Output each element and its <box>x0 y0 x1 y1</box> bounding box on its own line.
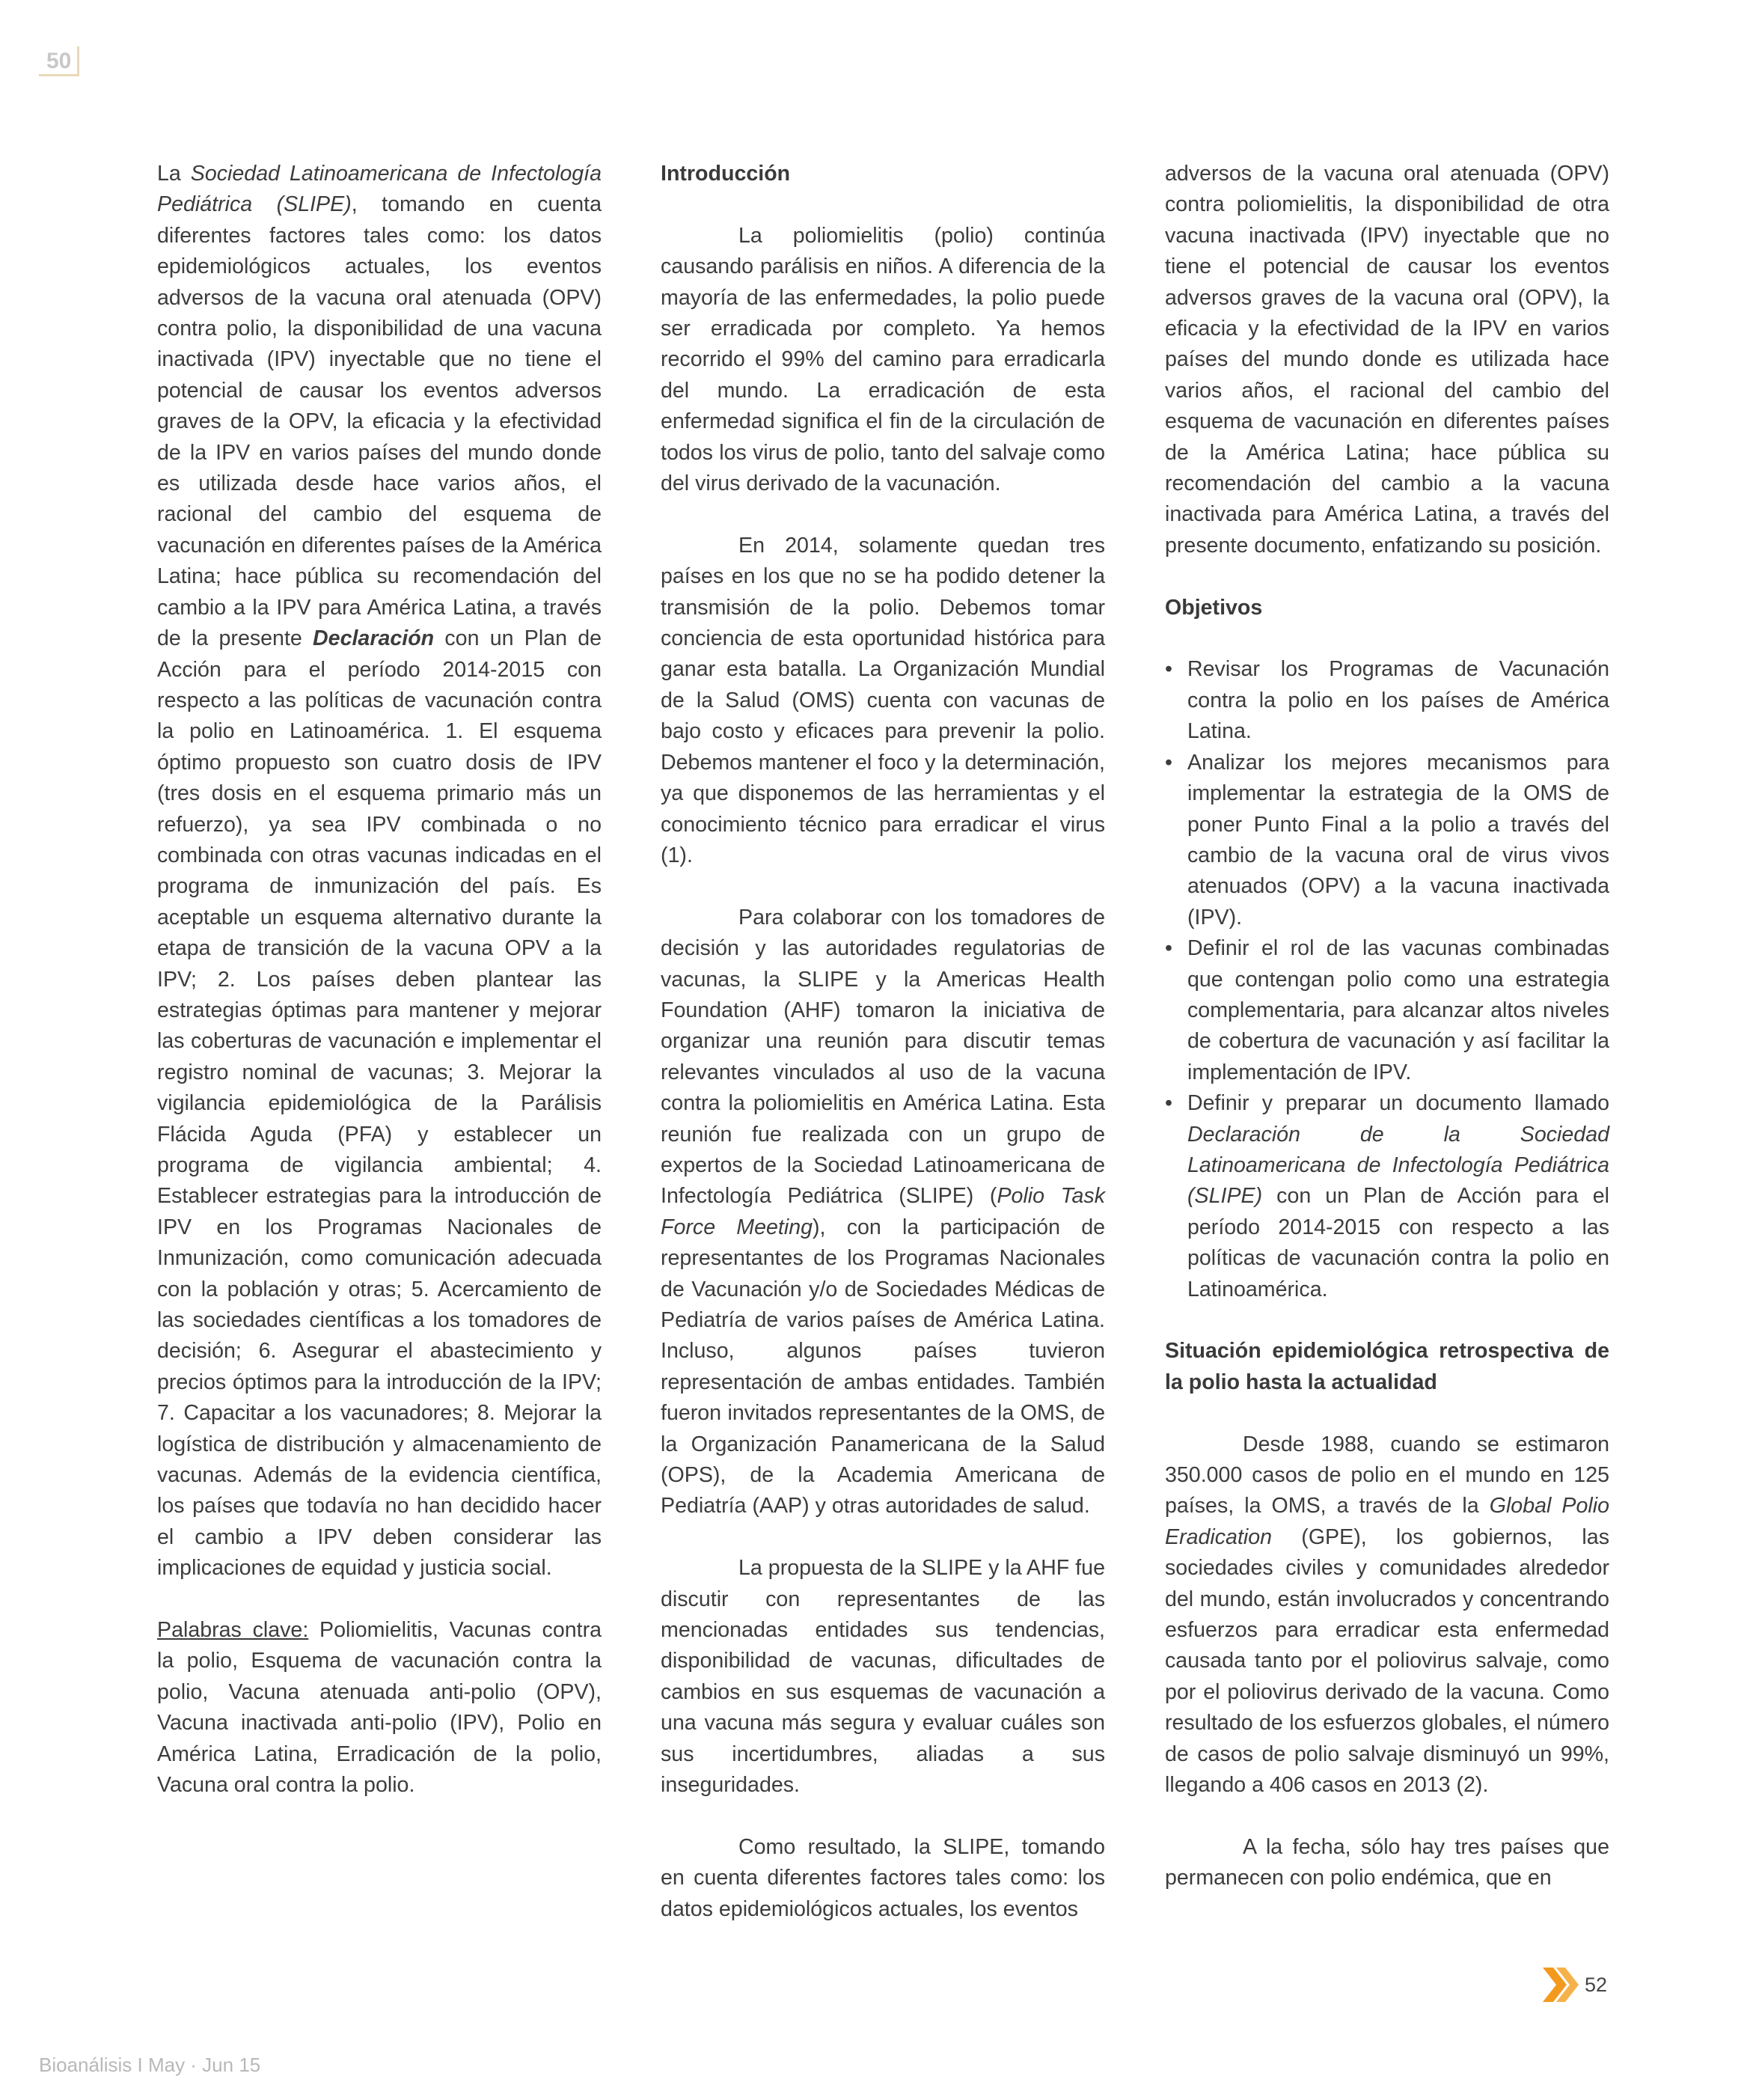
abstract-paragraph <box>157 159 602 1584</box>
list-item <box>1165 654 1609 747</box>
gpe-name: Global Polio Eradication <box>1165 1494 1609 1549</box>
society-name: Sociedad Latinoamericana de Infectología Pediátrica (SLIPE) <box>157 162 602 217</box>
abstract-text: La <box>157 162 191 186</box>
intro-paragraph-3 <box>661 903 1105 1522</box>
column-middle <box>661 159 1105 1925</box>
list-item <box>1165 933 1609 1088</box>
paragraph-text: ), con la participación de representantes de los Programas Nacionales de Vacunación y/o de Sociedades Médicas de Pediatría de varios países de América Latina. Incluso, algunos países tuvieron representación de ambas entidades. También fueron invitados representantes de la OMS, de la Organización Panamericana de la Salud (OPS), de la Academia Americana de Pediatría (AAP) y otras autoridades de salud. <box>661 1215 1105 1518</box>
list-item-text: Revisar los Programas de Vacunación contra la polio en los países de América Latina. <box>1187 657 1609 744</box>
paragraph-text: Para colaborar con los tomadores de decisión y las autoridades regulatorias de vacunas, la SLIPE y la Americas Health Foundation (AHF) tomaron la iniciativa de organizar una reunión para discutir temas relevantes vinculados al uso de la vacuna contra la poliomielitis en América Latina. Esta reunión fue realizada con un grupo de expertos de la Sociedad Latinoamericana de Infectología Pediátrica (SLIPE) ( <box>661 905 1105 1209</box>
list-item-text: Analizar los mejores mecanismos para implementar la estrategia de la OMS de poner Punto Final a la polio a través del cambio de la vacuna oral de virus vivos atenuados (OPV) a la vacuna inactivada (IPV). <box>1187 750 1609 930</box>
intro-paragraph-1: La poliomielitis (polio) continúa causando parálisis en niños. A diferencia de la mayoría de las enfermedades, la polio puede ser erradicada por completo. Ya hemos recorrido el 99% del camino para erradicarla del mundo. La erradicación de esta enfermedad significa el fin de la circulación de todos los virus de polio, tanto del salvaje como del virus derivado de la vacunación. <box>661 223 1105 496</box>
objectives-list <box>1165 654 1609 1305</box>
bullet-icon: • <box>1165 936 1173 961</box>
list-item-text: con un Plan de Acción para el período 2014-2015 con respecto a las políticas de vacunación contra la polio en Latinoamérica. <box>1187 1184 1609 1301</box>
list-item <box>1165 1088 1609 1305</box>
declaracion-term: Declaración <box>313 626 435 651</box>
keywords-label: Palabras clave: <box>157 1618 309 1643</box>
situacion-heading: Situación epidemiológica retrospectiva de la polio hasta la actualidad <box>1165 1339 1609 1394</box>
column-right <box>1165 159 1609 1894</box>
corner-page-number: 50 <box>39 46 79 76</box>
column-left <box>157 159 602 1801</box>
objetivos-heading: Objetivos <box>1165 595 1263 620</box>
keywords-text: Poliomielitis, Vacunas contra la polio, Esquema de vacunación contra la polio, Vacuna atenuada anti-polio (OPV), Vacuna inactivada anti-polio (IPV), Polio en América Latina, Erradicación de la polio, Vacuna oral contra la polio. <box>157 1618 602 1798</box>
list-item-text: Definir el rol de las vacunas combinadas que contengan polio como una estrategia complementaria, para alcanzar altos niveles de cobertura de vacunación y así facilitar la implementación de IPV. <box>1187 936 1609 1084</box>
abstract-text: con un Plan de Acción para el período 2014-2015 con respecto a las políticas de vacunación contra la polio en Latinoamérica. 1. El esquema óptimo propuesto son cuatro dosis de IPV (tres dosis en el esquema primario más un refuerzo), ya sea IPV combinada o no combinada con otras vacunas indicadas en el programa de inmunización del país. Es aceptable un esquema alternativo durante la etapa de transición de la vacuna OPV a la IPV; 2. Los países deben plantear las estrategias óptimas para mantener y mejorar las coberturas de vacunación e implementar el registro nominal de vacunas; 3. Mejorar la vigilancia epidemiológica de la Parálisis Flácida Aguda (PFA) y establecer un programa de vigilancia ambiental; 4. Establecer estrategias para la introducción de IPV en los Programas Nacionales de Inmunización, como comunicación adecuada con la población y otras; 5. Acercamiento de las sociedades científicas a los tomadores de decisión; 6. Asegurar el abastecimiento y precios óptimos para la introducción de la IPV; 7. Capacitar a los vacunadores; 8. Mejorar la logística de distribución y almacenamiento de vacunas. Además de la evidencia científica, los países que todavía no han decidido hacer el cambio a IPV deben considerar las implicaciones de equidad y justicia social. <box>157 626 602 1581</box>
intro-paragraph-2: En 2014, solamente quedan tres países en los que no se ha podido detener la transmisión de la polio. Debemos tomar conciencia de esta oportunidad histórica para ganar esta batalla. La Organización Mundial de la Salud (OMS) cuenta con vacunas de bajo costo y eficaces para prevenir la polio. Debemos mantener el foco y la determinación, ya que disponemos de las herramientas y el conocimiento técnico para erradicar el virus (1). <box>661 533 1105 867</box>
list-item <box>1165 748 1609 933</box>
bullet-icon: • <box>1165 750 1173 775</box>
footer-text: Bioanálisis I May · Jun 15 <box>39 2054 261 2076</box>
list-item-text: Definir y preparar un documento llamado <box>1187 1091 1609 1116</box>
polio-task-force: Polio Task Force Meeting <box>661 1184 1106 1239</box>
intro-paragraph-5: Como resultado, la SLIPE, tomando en cuenta diferentes factores tales como: los datos epidemiológicos actuales, los eventos <box>661 1834 1105 1921</box>
bullet-icon: • <box>1165 1091 1173 1116</box>
declaration-title: Declaración de la Sociedad Latinoamericana de Infectología Pediátrica (SLIPE) <box>1187 1122 1609 1209</box>
situacion-paragraph-2: A la fecha, sólo hay tres países que permanecen con polio endémica, que en <box>1165 1834 1609 1890</box>
paragraph-text: (GPE), los gobiernos, las sociedades civiles y comunidades alrededor del mundo, están involucrados y concentrando esfuerzos para erradicar esta enfermedad causada tanto por el poliovirus salvaje, como por el poliovirus derivado de la vacuna. Como resultado de los esfuerzos globales, el número de casos de polio salvaje disminuyó un 99%, llegando a 406 casos en 2013 (2). <box>1165 1524 1609 1798</box>
intro-heading: Introducción <box>661 162 791 186</box>
paragraph-text: Desde 1988, cuando se estimaron 350.000 casos de polio en el mundo en 125 países, la OMS, a través de la <box>1165 1432 1609 1518</box>
keywords-paragraph <box>157 1615 602 1801</box>
intro-paragraph-4: La propuesta de la SLIPE y la AHF fue discutir con representantes de las mencionadas entidades sus tendencias, disponibilidad de vacunas, dificultades de cambios en sus esquemas de vacunación a una vacuna más segura y evaluar cuáles son sus incertidumbres, aliadas a sus inseguridades. <box>661 1556 1105 1798</box>
abstract-text: , tomando en cuenta diferentes factores tales como: los datos epidemiológicos actuales, los eventos adversos de la vacuna oral atenuada (OPV) contra polio, la disponibilidad de una vacuna inactivada (IPV) inyectable que no tiene el potencial de causar los eventos adversos graves de la OPV, la eficacia y la efectividad de la IPV en varios países del mundo donde es utilizada desde hace varios años, el racional del cambio del esquema de vacunación en diferentes países de la América Latina; hace pública su recomendación del cambio a la IPV para América Latina, a través de la presente <box>157 192 602 651</box>
bullet-icon: • <box>1165 657 1173 682</box>
page-number: 52 <box>1585 1974 1608 1996</box>
chevron-right-icon <box>1543 1966 1582 2003</box>
situacion-paragraph-1 <box>1165 1429 1609 1801</box>
continued-paragraph: adversos de la vacuna oral atenuada (OPV) contra poliomielitis, la disponibilidad de otra vacuna inactivada (IPV) inyectable que no tiene el potencial de causar los eventos adversos graves de la vacuna oral (OPV), la eficacia y la efectividad de la IPV en varios países del mundo donde es utilizada hace varios años, el racional del cambio del esquema de vacunación en diferentes países de la América Latina; hace pública su recomendación del cambio a la vacuna inactivada para América Latina, a través del presente documento, enfatizando su posición. <box>1165 162 1609 558</box>
